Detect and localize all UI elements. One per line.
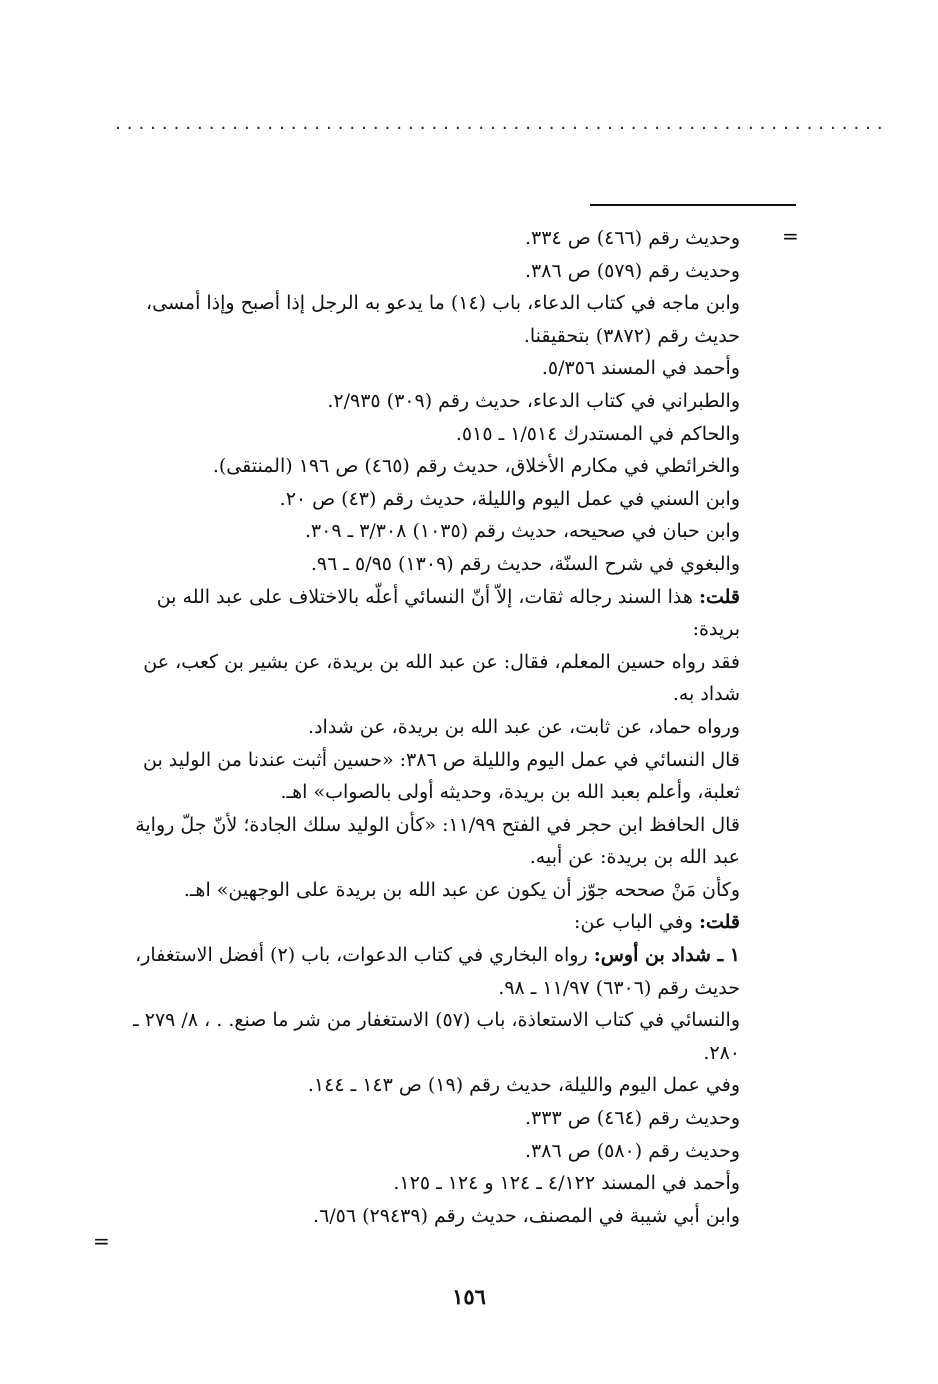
footnote-line xyxy=(100,385,740,418)
line-text: وأحمد في المسند ٤/١٢٢ ـ ١٢٤ و ١٢٤ ـ ١٢٥. xyxy=(393,1172,740,1195)
line-text: بريدة: xyxy=(692,618,740,641)
footnote-line xyxy=(100,906,740,939)
line-text: وفي عمل اليوم والليلة، حديث رقم (١٩) ص ١٤٣ ـ ١٤٤. xyxy=(307,1074,740,1097)
line-text: والحاكم في المستدرك ١/٥١٤ ـ ٥١٥. xyxy=(455,422,740,445)
continuation-mark-bottom: = xyxy=(93,1229,110,1253)
line-text: وحديث رقم (٥٧٩) ص ٣٨٦. xyxy=(525,259,740,282)
footnote-line xyxy=(100,418,740,451)
line-text: ورواه حماد، عن ثابت، عن عبد الله بن بريدة، عن شداد. xyxy=(308,715,740,738)
footnote-line xyxy=(100,744,740,777)
line-text: فقد رواه حسين المعلم، فقال: عن عبد الله بن بريدة، عن بشير بن كعب، عن xyxy=(143,650,740,673)
footnote-line xyxy=(100,581,740,614)
line-text: قال النسائي في عمل اليوم والليلة ص ٣٨٦: «حسين أثبت عندنا من الوليد بن xyxy=(143,748,740,771)
footnote-separator xyxy=(590,204,796,206)
footnote-line xyxy=(100,972,740,1005)
line-text: ثعلبة، وأعلم بعبد الله بن بريدة، وحديثه أولى بالصواب» اهـ. xyxy=(280,781,740,804)
footnote-line xyxy=(100,515,740,548)
footnote-line xyxy=(100,809,740,842)
line-text: قال الحافظ ابن حجر في الفتح ١١/٩٩: «كأن الوليد سلك الجادة؛ لأنّ جلّ رواية xyxy=(135,813,740,836)
footnote-line xyxy=(100,711,740,744)
line-text: ٢٨٠. xyxy=(703,1041,740,1064)
line-text: وابن ماجه في كتاب الدعاء، باب (١٤) ما يدعو به الرجل إذا أصبح وإذا أمسى، xyxy=(145,292,740,315)
line-text: وابن أبي شيبة في المصنف، حديث رقم (٢٩٤٣٩) ٦/٥٦. xyxy=(313,1204,740,1227)
footnote-line xyxy=(100,450,740,483)
line-lead-bold: ١ ـ شداد بن أوس: xyxy=(593,944,740,967)
page-number: ١٥٦ xyxy=(452,1284,486,1309)
line-text: هذا السند رجاله ثقات، إلاّ أنّ النسائي أعلّه بالاختلاف على عبد الله بن xyxy=(156,585,699,608)
line-text: وكأن مَنْ صححه جوّز أن يكون عن عبد الله بن بريدة على الوجهين» اهـ. xyxy=(183,878,740,901)
line-text: والبغوي في شرح السنّة، حديث رقم (١٣٠٩) ٥/٩٥ ـ ٩٦. xyxy=(310,552,740,575)
continuation-mark-top: = xyxy=(782,224,799,248)
footnote-line xyxy=(100,613,740,646)
line-text: وحديث رقم (٤٦٤) ص ٣٣٣. xyxy=(525,1107,740,1130)
line-text: وفي الباب عن: xyxy=(574,911,699,934)
footnote-line xyxy=(100,352,740,385)
footnote-line xyxy=(100,222,740,255)
footnote-line xyxy=(100,776,740,809)
line-text: والطبراني في كتاب الدعاء، حديث رقم (٣٠٩) ٢/٩٣٥. xyxy=(327,389,740,412)
line-text: حديث رقم (٦٣٠٦) ١١/٩٧ ـ ٩٨. xyxy=(498,976,740,999)
line-text: شداد به. xyxy=(672,683,740,706)
footnote-line xyxy=(100,1167,740,1200)
footnote-line xyxy=(100,1102,740,1135)
line-lead-bold: قلت: xyxy=(698,911,740,934)
line-lead-bold: قلت: xyxy=(698,585,740,608)
footnote-line xyxy=(100,1200,740,1233)
footnote-line xyxy=(100,1135,740,1168)
footnote-line xyxy=(100,287,740,320)
footnote-line xyxy=(100,874,740,907)
line-text: والخرائطي في مكارم الأخلاق، حديث رقم (٤٦٥) ص ١٩٦ (المنتقى). xyxy=(212,455,740,478)
footnote-line xyxy=(100,320,740,353)
footnote-line xyxy=(100,1069,740,1102)
line-text: رواه البخاري في كتاب الدعوات، باب (٢) أفضل الاستغفار، xyxy=(135,944,594,967)
line-text: وأحمد في المسند ٥/٣٥٦. xyxy=(541,357,740,380)
line-text: والنسائي في كتاب الاستعاذة، باب (٥٧) الاستغفار من شر ما صنع. . ، ٨/ ٢٧٩ ـ xyxy=(133,1009,740,1032)
footnote-line xyxy=(100,255,740,288)
footnote-line xyxy=(100,483,740,516)
line-text: وابن السني في عمل اليوم والليلة، حديث رقم (٤٣) ص ٢٠. xyxy=(279,487,740,510)
line-text: وحديث رقم (٤٦٦) ص ٣٣٤. xyxy=(525,227,740,249)
footnote-line xyxy=(100,939,740,972)
line-text: عبد الله بن بريدة: عن أبيه. xyxy=(529,846,740,869)
footnote-line xyxy=(100,1004,740,1037)
footnote-line xyxy=(100,548,740,581)
footnote-text xyxy=(100,222,740,1232)
footnote-line xyxy=(100,678,740,711)
footnote-line xyxy=(100,1037,740,1070)
header-dotted-rule: ·································································· xyxy=(115,118,889,139)
line-text: وحديث رقم (٥٨٠) ص ٣٨٦. xyxy=(525,1139,740,1162)
footnote-line xyxy=(100,646,740,679)
line-text: حديث رقم (٣٨٧٢) بتحقيقنا. xyxy=(523,324,740,347)
footnote-line xyxy=(100,841,740,874)
line-text: وابن حبان في صحيحه، حديث رقم (١٠٣٥) ٣/٣٠٨ ـ ٣٠٩. xyxy=(304,520,740,543)
